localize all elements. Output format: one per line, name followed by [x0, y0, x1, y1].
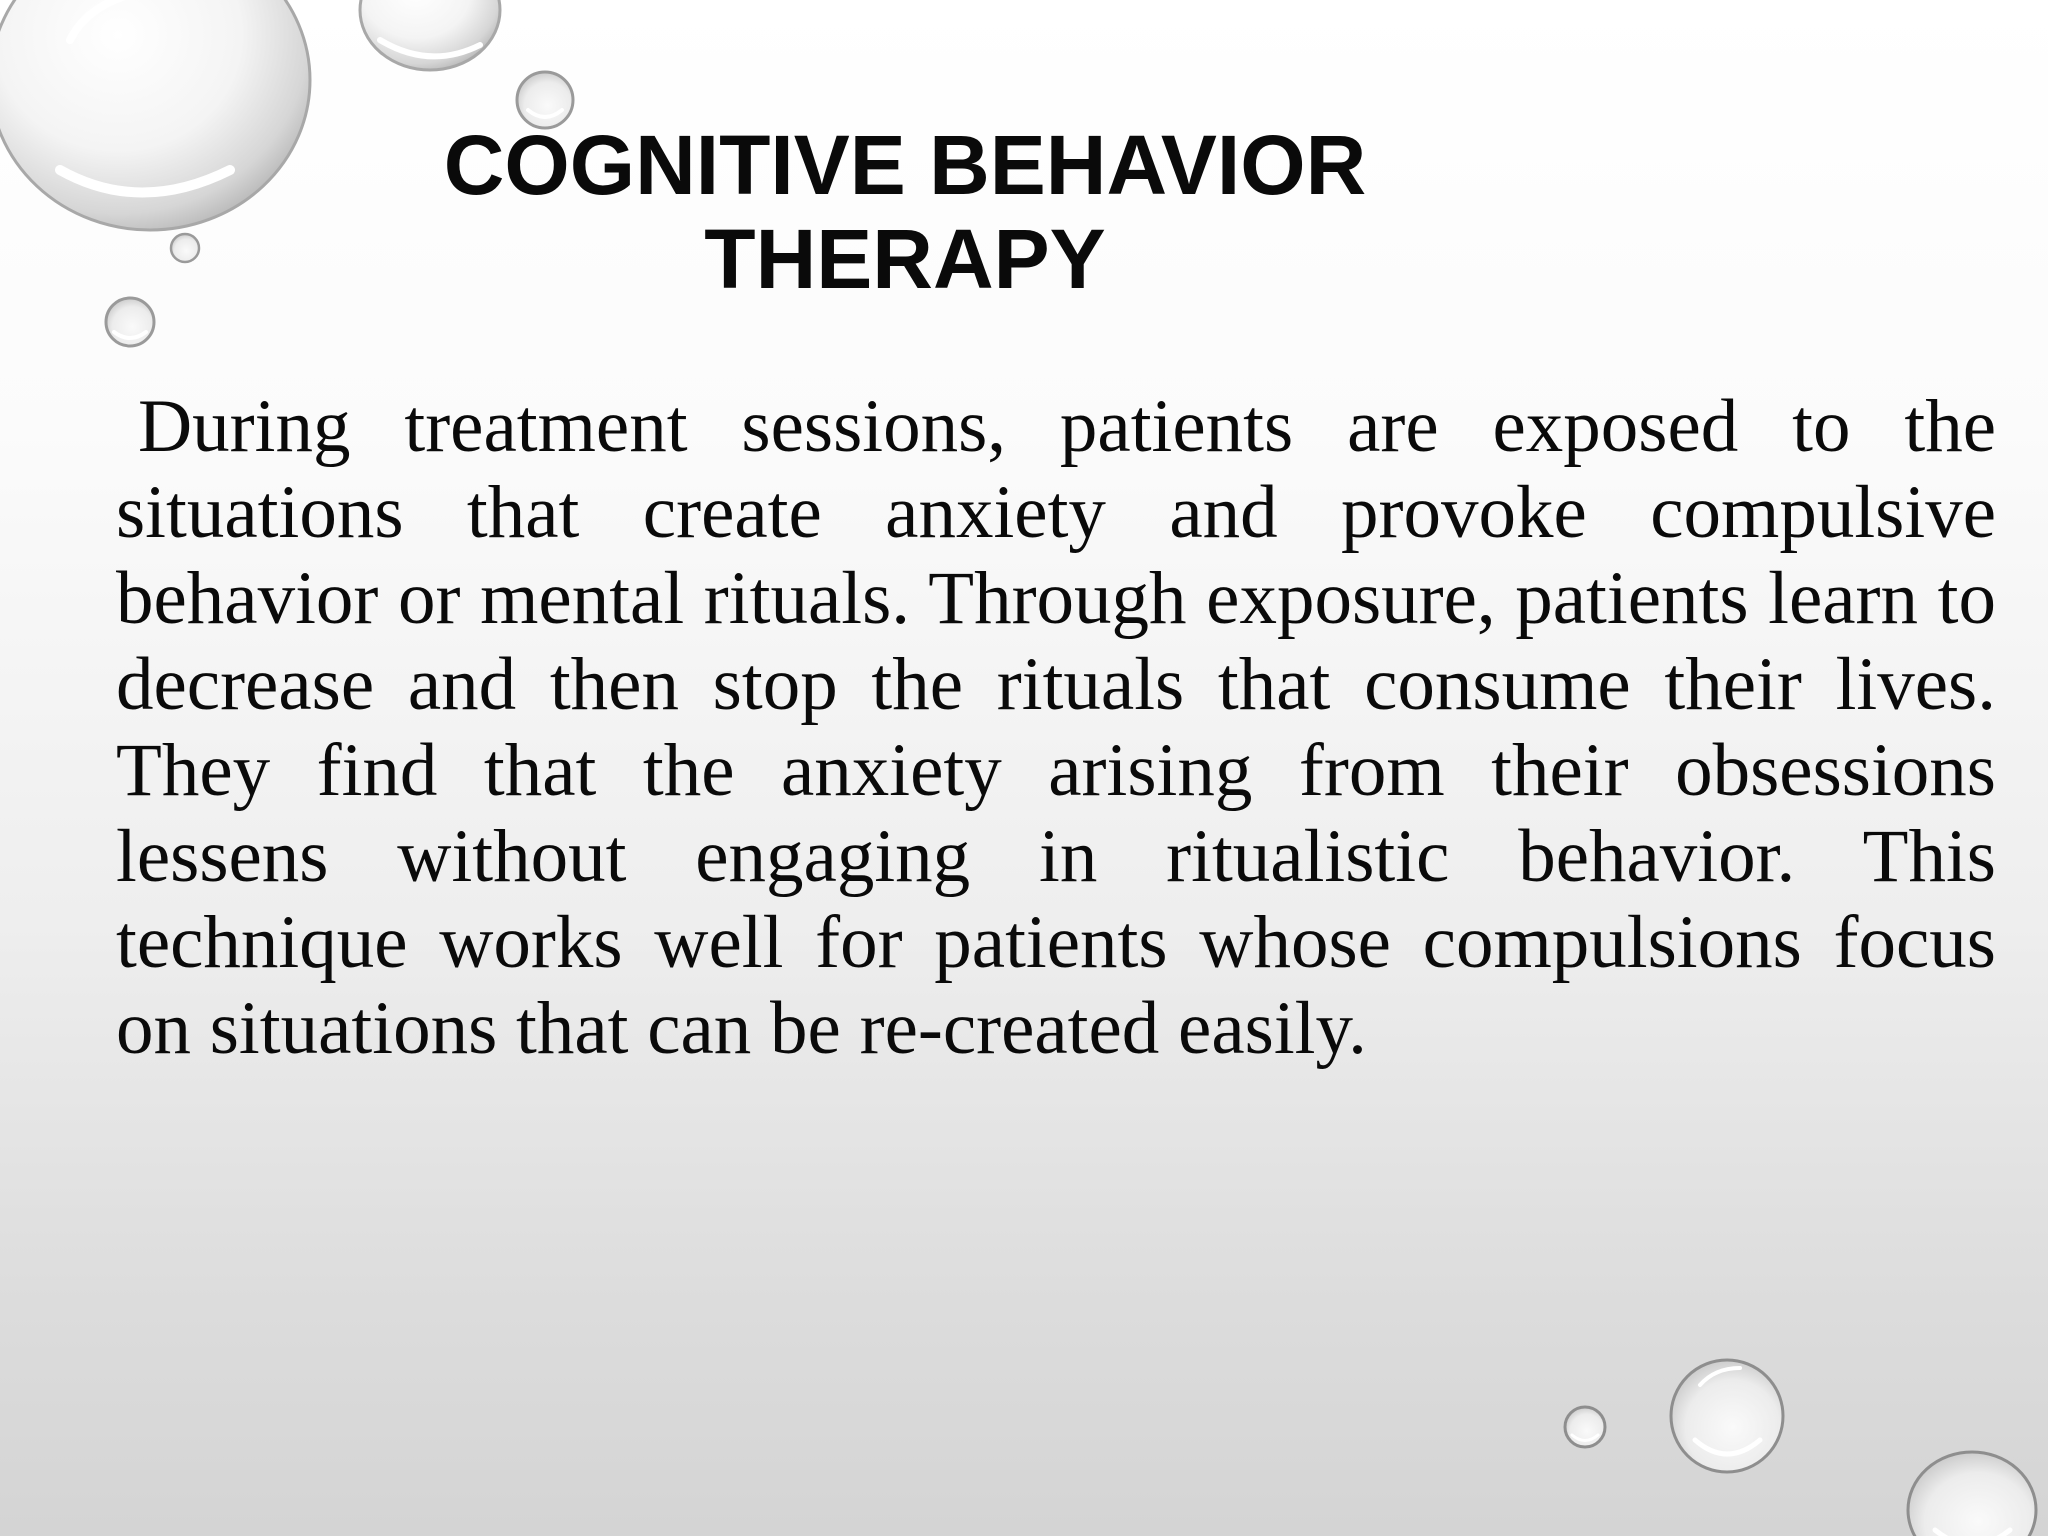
- large-droplet-top-left: [0, 0, 310, 230]
- slide-body-paragraph: During treatment sessions, patients are exposed to the situations that create anxiety and provoke compulsive behavior or mental rituals. Through exposure, patients learn to decrease and then stop the rituals that consume their lives. They find that the anxiety arising from their obsessions lessens without engaging in ritualistic behavior. This technique works well for patients whose compulsions focus on situations that can be re-created easily.: [116, 385, 1996, 1070]
- droplet-top: [360, 0, 500, 70]
- small-droplet-left: [106, 298, 154, 346]
- tiny-droplet-left: [171, 234, 199, 262]
- large-droplet-bottom-right: [1908, 1452, 2036, 1536]
- medium-droplet-bottom-right: [1671, 1360, 1783, 1472]
- slide-title: [330, 118, 1480, 306]
- slide-title-line-2: THERAPY: [704, 212, 1106, 306]
- slide-title-line-1: COGNITIVE BEHAVIOR: [443, 118, 1367, 212]
- tiny-droplet-bottom-right: [1565, 1407, 1605, 1447]
